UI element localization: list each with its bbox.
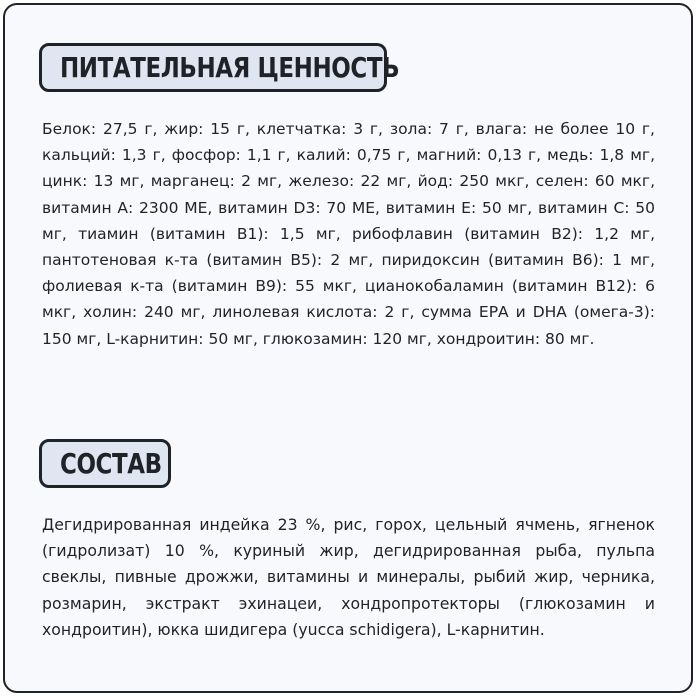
- composition-title: СОСТАВ: [60, 447, 162, 480]
- nutrition-title: ПИТАТЕЛЬНАЯ ЦЕННОСТЬ: [60, 51, 400, 84]
- composition-text: Дегидрированная индейка 23 %, рис, горох, цельный ячмень, ягненок (гидролизат) 10 %, куриный жир, дегидрированная рыба, пульпа свеклы, пивные дрожжи, витамины и минералы, рыбий жир, черника, розмарин, экстракт эхинацеи, хондропротекторы (глюкозамин и хондроитин), юкка шидигера (yucca schidigera), L-карнитин.: [42, 515, 655, 639]
- nutrition-text: Белок: 27,5 г, жир: 15 г, клетчатка: 3 г, зола: 7 г, влага: не более 10 г, кальций: 1,3 г, фосфор: 1,1 г, калий: 0,75 г, магний: 0,13 г, медь: 1,8 мг, цинк: 13 мг, марганец: 2 мг, железо: 22 мг, йод: 250 мкг, селен: 60 мкг, витамин А: 2300 МЕ, витамин D3: 70 МЕ, витамин Е: 50 мг, витамин С: 50 мг, тиамин (витамин В1): 1,5 мг, рибофлавин (витамин В2): 1,2 мг, пантотеновая к-та (витамин В5): 2 мг, пиридоксин (витамин В6): 1 мг, фолиевая к-та (витамин В9): 55 мкг, цианокобаламин (витамин В12): 6 мкг, холин: 240 мг, линолевая кислота: 2 г, сумма ЕРА и DHA (омега-3): 150 мг, L-карнитин: 50 мг, глюкозамин: 120 мг, хондроитин: 80 мг.: [42, 120, 655, 348]
- nutrition-title-badge: [39, 43, 400, 92]
- composition-title-badge: [39, 439, 171, 488]
- product-info-card: [3, 3, 693, 693]
